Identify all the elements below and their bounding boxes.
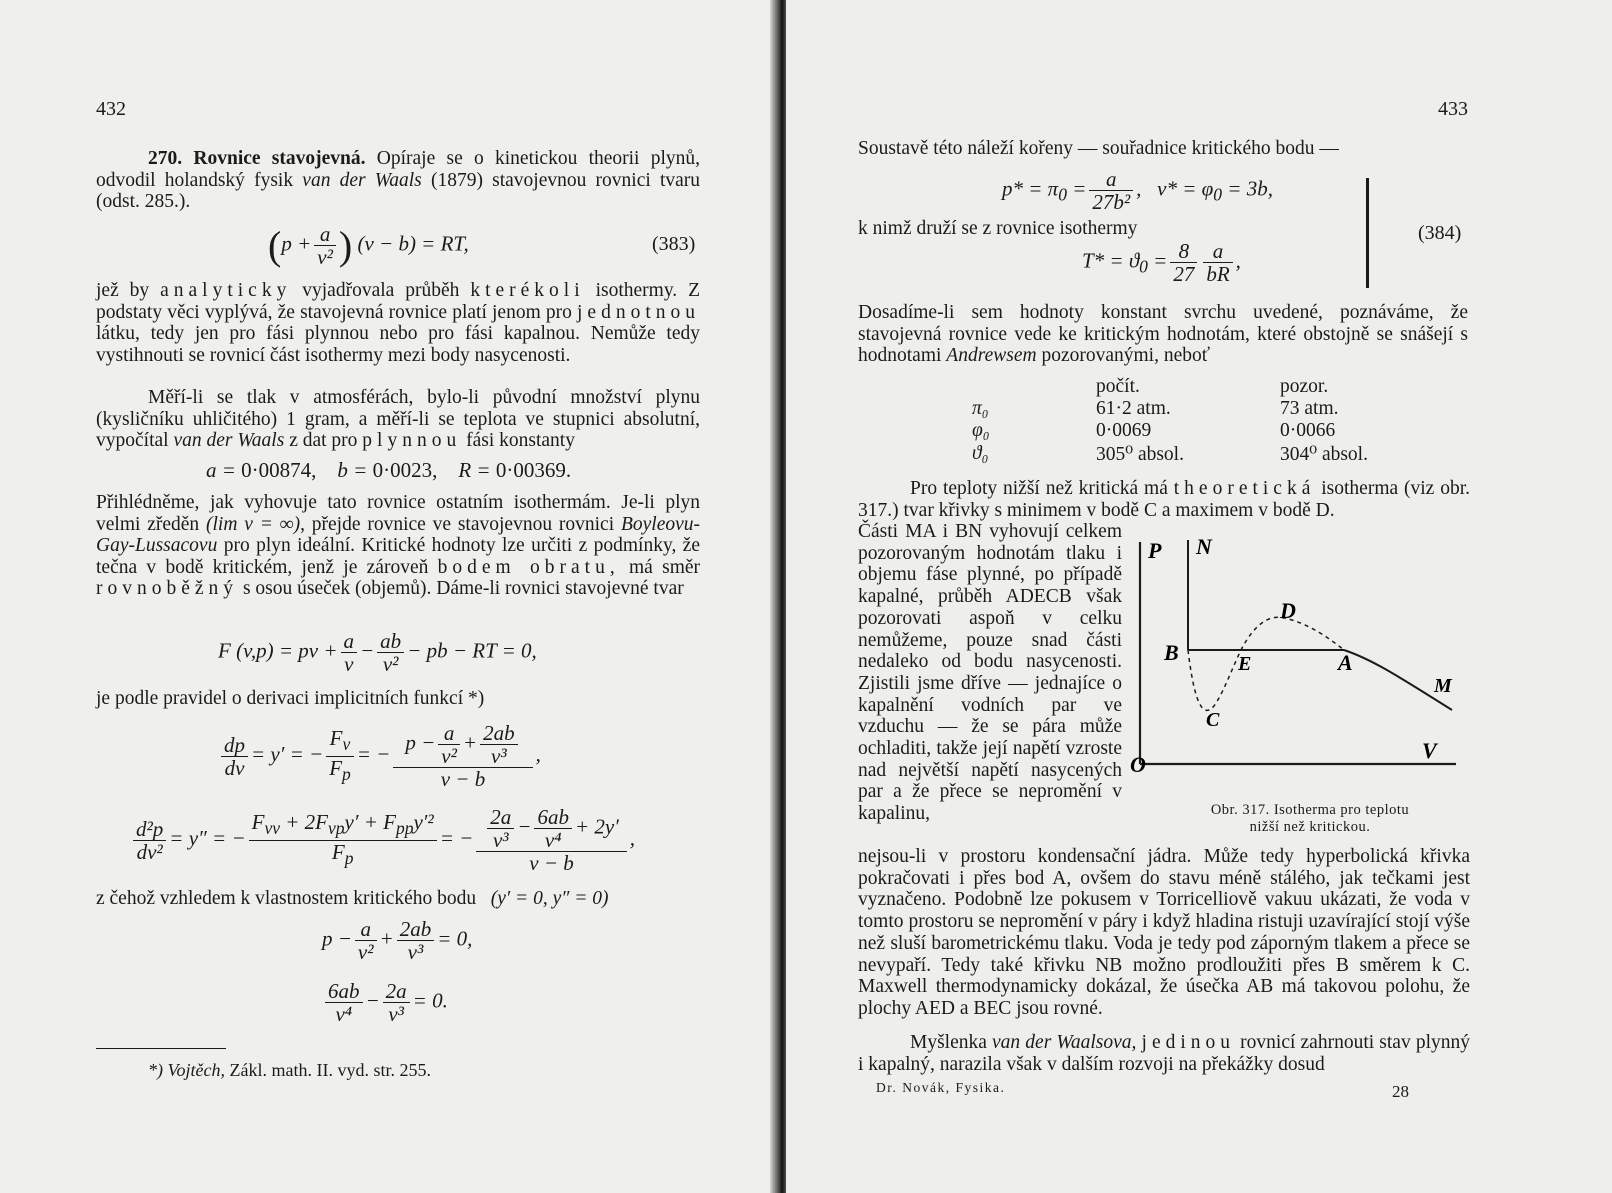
critical-equation-T: $T* = ϑ_0$ = $\frac{8}{27}$ $\frac{a}{bR}$ , [1082, 239, 1241, 286]
equation-condition-2: $\frac{6ab}{\text{v⁴}}$ − $\frac{2a}{\text{v³}}$ = 0. [322, 980, 448, 1025]
curve-theoretical-dotted [1188, 617, 1344, 710]
label-M: M [1434, 675, 1452, 697]
section-number: 270. [148, 148, 183, 169]
section-intro: 270. Rovnice stavojevná. Opíraje se o kinetickou theorii plynů, odvodil holandský fysik van der Waals (1879) stavojevnou rovnici tvaru (odst. 285.). [96, 148, 701, 212]
paragraph: k nimž druží se z rovnice isothermy [858, 218, 1138, 239]
footnote-rule [96, 1048, 226, 1049]
label-C: C [1206, 709, 1220, 731]
paragraph-wrapped: Části MA i BN vyhovují celkem pozorovaným hodnotám tlaku i objemu fáse plynné, po případě kapalné, průběh ADECB však pozorovati aspoň v celku nemůžeme, pouze snad části nedaleko od bodu nasycenosti. Zjistili jsme dříve — jednajíce o kapalnění vodních par ve vzduchu — že se pára může ochladiti, takže její napětí vzroste nad největší napětí nasycených par a že přece se nepromění v kapalinu, [858, 521, 1122, 825]
table-row: π₀ 61·2 atm. 73 atm. [972, 398, 1339, 419]
paragraph: Dosadíme-li sem hodnoty konstant svrchu uvedené, poznáváme, že stavojevná rovnice vede ke kritickým hodnotám, které obstojně se snášejí s hodnotami Andrewsem pozorovanými, neboť [858, 302, 1468, 366]
page-number: 433 [1438, 98, 1468, 120]
paragraph: Pro teploty nižší než kritická má theoretická isotherma (viz obr. 317.) tvar křivky s minimem v bodě C a maximem v bodě D. [858, 478, 1470, 521]
paragraph: Soustavě této náleží kořeny — souřadnice kritického bodu — [858, 138, 1339, 159]
equation-condition-1: p − $\frac{a}{\text{v²}}$ + $\frac{2ab}{\text{v³}}$ = 0, [322, 917, 473, 964]
label-A: A [1338, 650, 1353, 675]
equation-first-derivative: $\frac{dp}{dv}$ = y′ = − $\frac{F_v}{F_p}$ = − p − $\frac{a}{\text{v²}}$ + $\frac{2ab}{\text{v³}}$ v − b , [218, 722, 541, 790]
brace [1366, 178, 1369, 288]
paragraph: Přihlédněme, jak vyhovuje tato rovnice ostatním isothermám. Je-li plyn velmi zředěn (lim v = ∞), přejde rovnice ve stavojevnou rovnici Boyleovu-Gay-Lussacovu pro plyn ideální. Kritické hodnoty lze určiti z podmínky, že tečna v bodě kritickém, jenž je zároveň bodem obratu, má směr rovnoběžný s osou úseček (objemů). Dáme-li rovnici stavojevné tvar [96, 492, 701, 599]
section-title: Rovnice stavojevná. [193, 148, 366, 169]
right-page [786, 0, 1612, 1193]
isotherm-figure [1130, 530, 1464, 790]
label-O: O [1130, 752, 1146, 777]
figure-caption: Obr. 317. Isotherma pro teplotu nižší než kritickou. [1210, 802, 1410, 835]
critical-equations-pv: $p* = \pi_0$ = $\frac{a}{\text{27b²}}$ , $v* = \varphi_0 = 3b$, [1002, 167, 1273, 214]
label-N: N [1196, 534, 1212, 559]
constants-line: a = 0·00874, b = 0·0023, R = 0·00369. [206, 458, 572, 482]
paragraph: nejsou-li v prostoru kondensační jádra. Může tedy hyperbolická křivka pokračovati i přes bod A, ovšem do stavu méně stálého, jak tečkami jest vyznačeno. Podobně lze pokusem v Torricelliově vakuu ukázati, že voda v tomto prostoru se nepromění v páry i když hladina ristuji uzavírající stojí výše než sluší barometrickému tlaku. Voda je tedy pod záporným tlakem a přece se nevypaří. Tedy také křivku NB možno prodloužiti přes B směrem k C. Maxwell thermodynamicky dokázal, že úsečka AB má takovou polohu, že plochy AED a BEC jsou rovné. [858, 846, 1470, 1019]
label-B: B [1164, 640, 1179, 665]
footnote: *) Vojtěch, Zákl. math. II. vyd. str. 255. [148, 1060, 431, 1080]
table-row: φ₀ 0·0069 0·0066 [972, 420, 1336, 441]
paragraph: je podle pravidel o derivaci implicitních funkcí *) [96, 688, 485, 709]
left-page [0, 0, 786, 1193]
page-number: 432 [96, 98, 126, 120]
label-D: D [1280, 598, 1296, 623]
equation-383: (p + $\frac{a}{\text{v²}}$ ) (v − b) = RT, [268, 222, 469, 269]
footer-signature: Dr. Novák, Fysika. [876, 1080, 1006, 1095]
paragraph: Myšlenka van der Waalsova, jedinou rovnicí zahrnouti stav plynný i kapalný, narazila však v dalším rozvoji na překážky dosud [858, 1032, 1470, 1075]
paragraph: jež by analyticky vyjadřovala průběh kterékoli isothermy. Z podstaty věci vyplývá, že stavojevná rovnice platí jenom pro jednotnou látku, tedy jen pro fási plynnou nebo pro fási kapalnou. Nemůže tedy vystihnouti se rovnicí část isothermy mezi body nasycenosti. [96, 280, 701, 366]
comparison-table [972, 376, 1400, 466]
label-E: E [1238, 653, 1252, 675]
equation-number: (383) [652, 233, 696, 255]
paragraph: Měří-li se tlak v atmosférách, bylo-li původní množství plynu (kysličníku uhličitého) 1 gram, a měří-li se teplota ve stupnici absolutní, vypočítal van der Waals z dat pro plynnou fási konstanty [96, 387, 700, 451]
equation-second-derivative: $\frac{\text{d²p}}{\text{dv²}}$ = y″ = − $\frac{F_{vv} + 2F_{vp}y' + F_{pp}y'^2}{F_p}$ = − $\frac{2a}{\text{v³}}$ − $\frac{6ab}{\text{v⁴}}$ + 2y′ v − b , [130, 806, 635, 874]
signature-mark: 28 [1392, 1082, 1409, 1101]
table-row: ϑ₀ 305⁰ absol. 304⁰ absol. [972, 443, 1368, 465]
table-header-row: počít. pozor. [1096, 376, 1329, 397]
equation-F: F (v,p) = pv + $\frac{a}{v}$ − $\frac{ab}{\text{v²}}$ − pb − RT = 0, [218, 629, 537, 676]
equation-number: (384) [1418, 222, 1462, 244]
label-V: V [1422, 738, 1437, 763]
paragraph: z čehož vzhledem k vlastnostem kritického bodu (y′ = 0, y″ = 0) [96, 888, 609, 909]
label-P: P [1148, 538, 1162, 563]
